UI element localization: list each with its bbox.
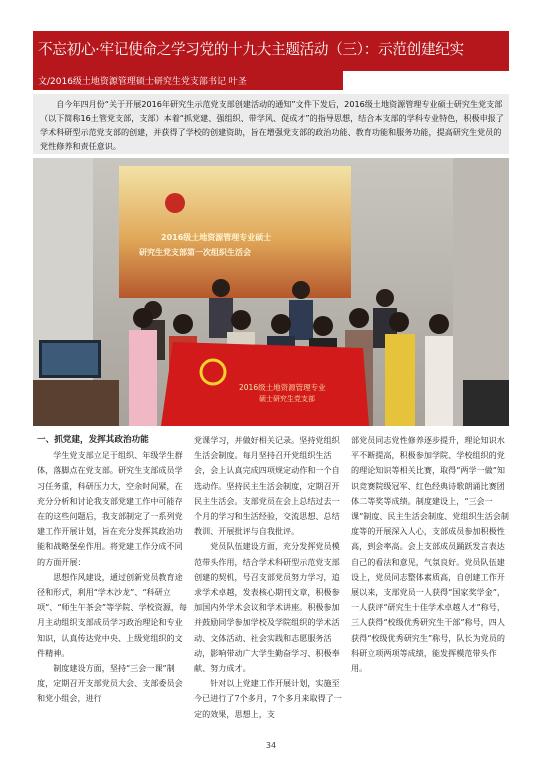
author-line: 文/2016级土地资源管理硕士研究生党支部书记 叶圣 bbox=[38, 77, 247, 87]
lead-paragraph: 自今年四月份“关于开展2016年研究生示范党支部创建活动的通知”文件下发后，2016级土地资源管理专业硕士研究生党支部（以下简称16土管党支部，支部）本着“抓党建、强组织、带学风、促成才”的指导思想，结合本支部的学科专业特色，积极申报了学术科研型示范党支部的创建，并获得了学校的创建资助，旨在增强党支部的政治功能、教育功能和服务功能，提高研究生党员的党性修养和责任意识。 bbox=[40, 99, 504, 151]
paragraph: 党课学习，并做好相关记录。坚持党组织生活会制度。每月坚持召开党组织生活会，会上认真完成四项规定动作和一个自选动作。坚持民主生活会制度，定期召开民主生活会。支部党员在会上总结过去一个月的学习和生活经验，交流思想、总结教训、开展批评与自我批评。 bbox=[194, 435, 340, 537]
article-title: 不忘初心·牢记使命之学习党的十九大主题活动（三）：示范创建纪实 bbox=[38, 41, 464, 58]
group-photo bbox=[33, 158, 509, 426]
flag-text-line2: 硕士研究生党支部 bbox=[259, 395, 315, 403]
screen-text-line2: 研究生党支部第一次组织生活会 bbox=[139, 248, 251, 257]
section-heading: 一、抓党建，发挥其政治功能 bbox=[37, 435, 149, 445]
paragraph: 针对以上党建工作开展计划，实施至今已进行了7个多月，7个多月来取得了一定的效果，思想上，支 bbox=[194, 678, 342, 719]
article-column-3 bbox=[351, 433, 509, 676]
article-column-1 bbox=[37, 433, 187, 707]
paragraph: 制度建设方面，坚持“三会一课”制度，定期召开支部党员大会、支部委员会和党小组会，进行 bbox=[37, 663, 183, 704]
projection-screen bbox=[119, 166, 351, 298]
paragraph: 学生党支部立足于组织、年级学生群体，落脚点在党支部。研究生支部成员学习任务重，科研压力大，空余时间紧，在充分分析和讨论我支部党建工作中可能存在的这些问题后，我支部制定了一系列党建工作开展计划，旨在充分发挥其政治功能和战略堡垒作用。将党建工作分成不同的方面开展： bbox=[37, 450, 183, 567]
paragraph: 部党员同志党性修养逐步提升，理论知识水平不断提高，积极参加学院、学校组织的党的理论知识等相关比赛，取得“两学一做”知识竞赛院级冠军、红色经典诗歌朗诵比赛团体二等奖等成绩。制度建设上，“三会一课”制度、民主生活会制度、党组织生活会制度等的开展深入人心，支部成员参加积极性高，到会率高。会上支部成员踊跃发言表达自己的看法和意见，气氛良好。党员队伍建设上，党员同志整体素质高，自创建工作开展以来，支部党员一人获得“国家奖学金”，一人获评“研究生十佳学术卓越人才”称号，三人获得“校级优秀研究生干部”称号，四人获得“校级优秀研究生”称号，队长为党员的科研立项两项等成绩，能发挥模范带头作用。 bbox=[351, 435, 509, 674]
screen-text-line1: 2016级土地资源管理专业硕士 bbox=[161, 233, 272, 242]
flag-text-line1: 2016级土地资源管理专业 bbox=[239, 383, 326, 392]
article-column-2 bbox=[194, 433, 344, 722]
page-number: 34 bbox=[265, 741, 277, 750]
paragraph: 思想作风建设，通过创新党员教育途径和形式，利用“学木沙龙”、“科研立项”、“师生午茶会”等学院、学校资源，每月主动组织支部成员学习政治理论和专业知识，认真传达党中央、上级党组织的文件精神。 bbox=[37, 571, 188, 658]
paragraph: 党员队伍建设方面，充分发挥党员模范带头作用，结合学术科研型示范党支部创建的契机，号召支部党员努力学习，追求学术卓越，发表核心期刊文章，积极参加国内外学术会议和学术讲座。积极参加并鼓励同学参加学校及学院组织的学术活动、文体活动、社会实践和志愿服务活动，影响带动广大学生勤奋学习、积极奉献、努力成才。 bbox=[194, 541, 340, 674]
